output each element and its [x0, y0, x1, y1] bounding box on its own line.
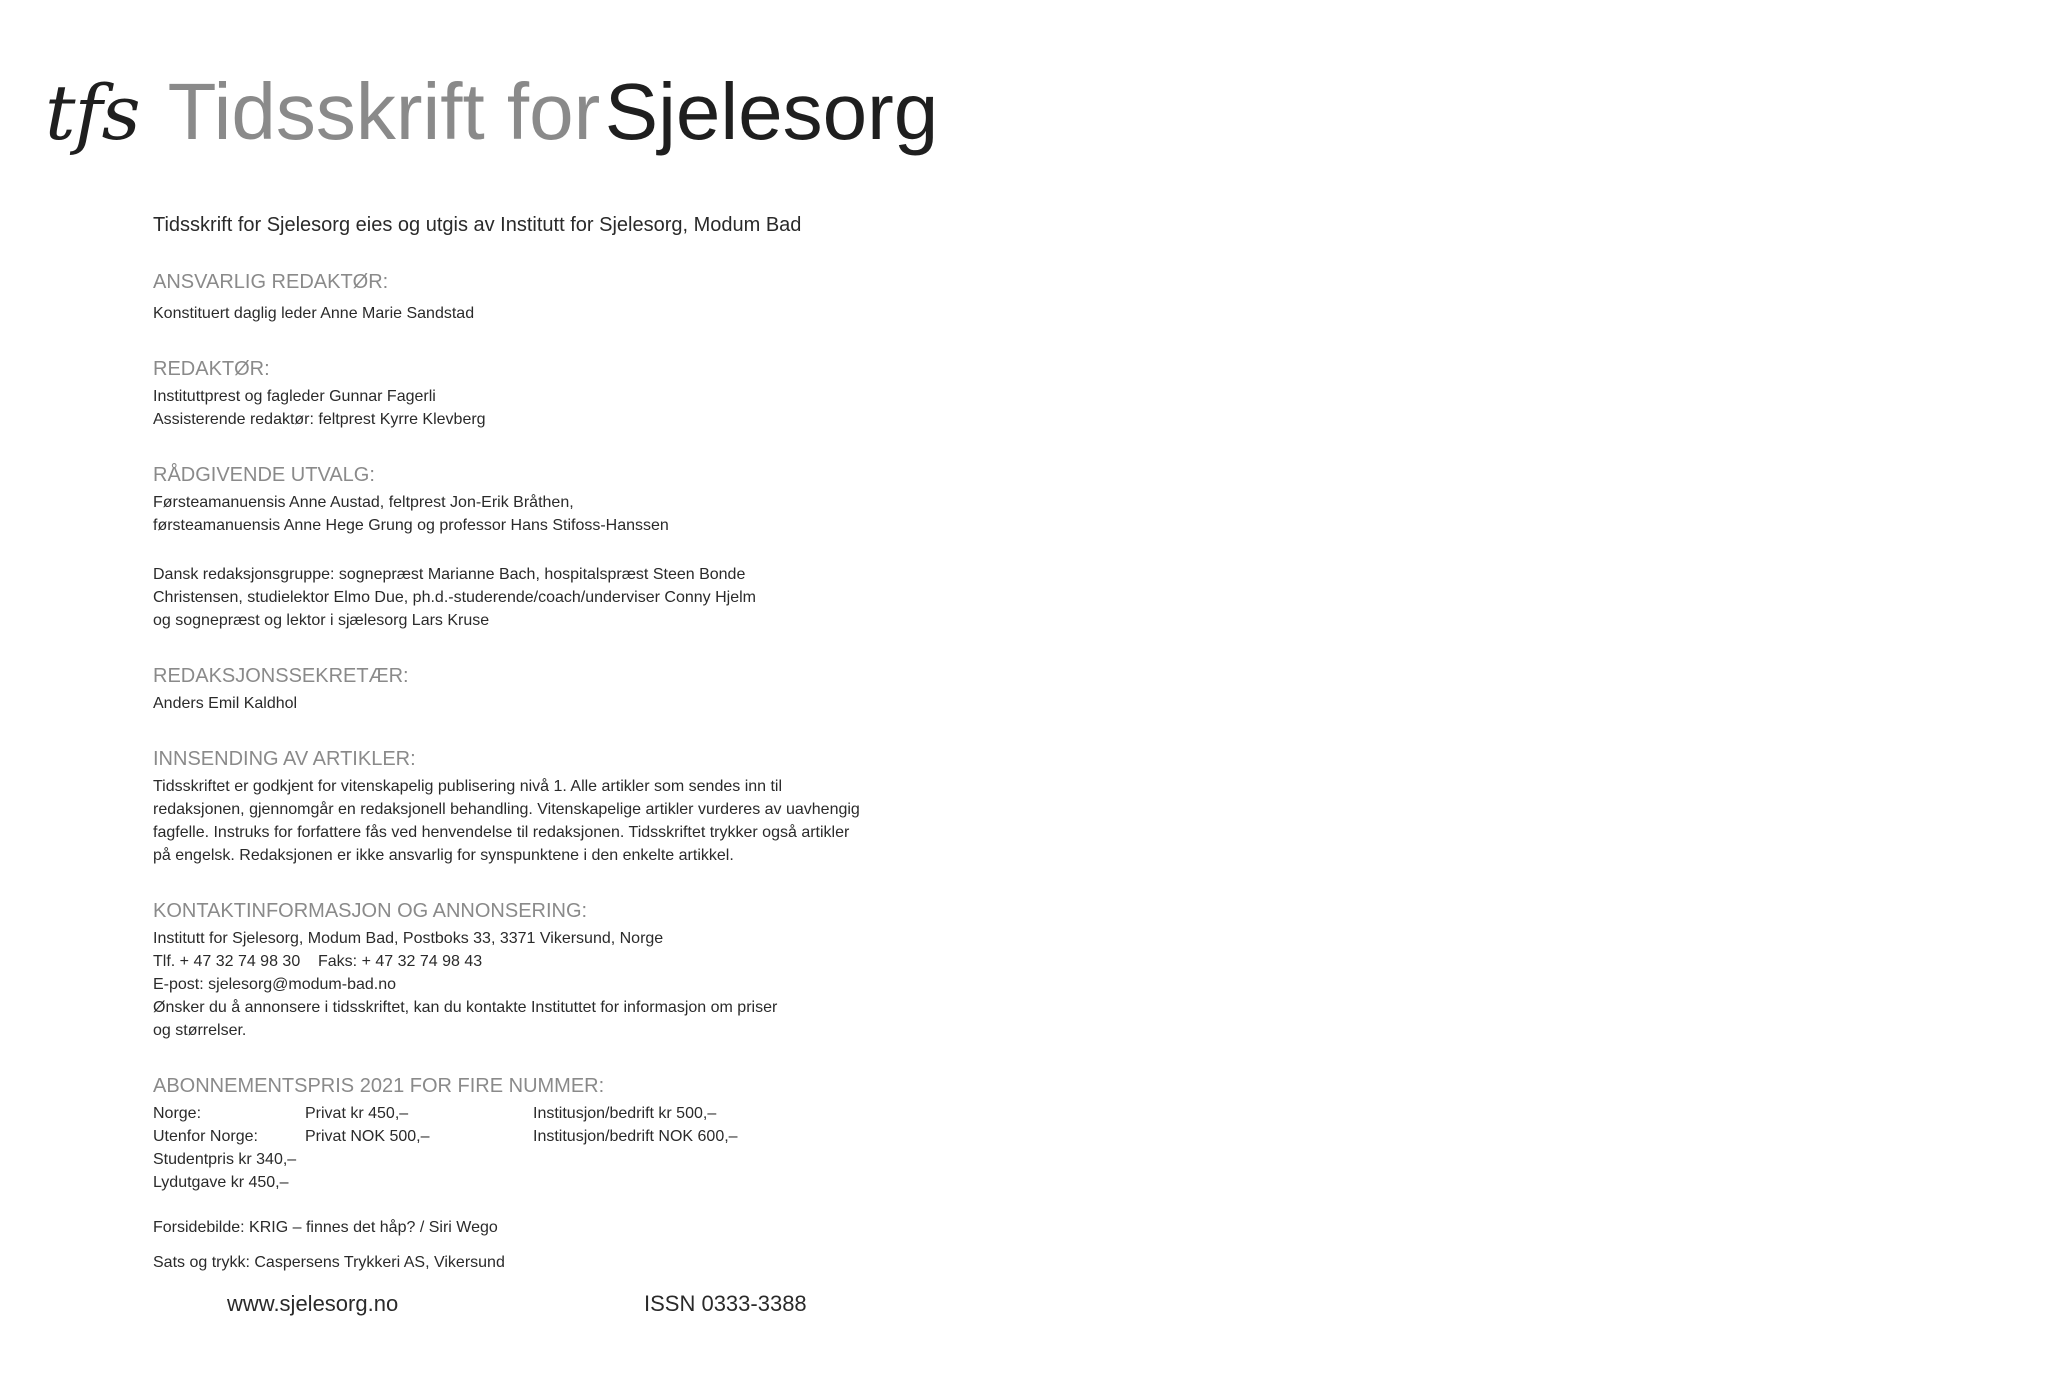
section-line: Anders Emil Kaldhol — [153, 695, 298, 712]
section-ansvarlig-redaktor — [153, 270, 933, 325]
section-heading: ABONNEMENTSPRIS 2021 FOR FIRE NUMMER: — [153, 1075, 605, 1097]
price-institution: Institusjon/bedrift kr 500,– — [533, 1105, 717, 1122]
section-heading: INNSENDING AV ARTIKLER: — [153, 748, 416, 770]
section-kontakt — [153, 899, 933, 1042]
tfs-logo: tfs — [45, 68, 140, 157]
section-innsending — [153, 747, 933, 867]
masthead-title-part1: Tidsskrift for — [167, 67, 601, 156]
section-dansk-redaksjonsgruppe — [153, 563, 933, 632]
masthead — [45, 67, 939, 157]
section-heading: KONTAKTINFORMASJON OG ANNONSERING: — [153, 900, 588, 922]
table-row — [153, 1102, 738, 1125]
section-line: Ønsker du å annonsere i tidsskriftet, kan du kontakte Instituttet for informasjon om priser — [153, 999, 778, 1016]
price-region: Norge: — [153, 1105, 202, 1122]
section-redaktor — [153, 357, 933, 431]
section-line: på engelsk. Redaksjonen er ikke ansvarlig for synspunktene i den enkelte artikkel. — [153, 847, 734, 864]
cover-credit: Forsidebilde: KRIG – finnes det håp? / Siri Wego — [153, 1219, 498, 1236]
section-line: fagfelle. Instruks for forfattere fås ved henvendelse til redaksjonen. Tidsskriftet trykker også artikler — [153, 824, 850, 841]
price-audio: Lydutgave kr 450,– — [153, 1174, 289, 1191]
section-line: og sognepræst og lektor i sjælesorg Lars Kruse — [153, 612, 490, 629]
masthead-title-part2: Sjelesorg — [604, 67, 939, 156]
section-line: Konstituert daglig leder Anne Marie Sandstad — [153, 305, 475, 322]
price-table — [153, 1102, 738, 1148]
section-heading: RÅDGIVENDE UTVALG: — [153, 464, 375, 486]
section-heading: REDAKTØR: — [153, 358, 270, 380]
section-line: Christensen, studielektor Elmo Due, ph.d.-studerende/coach/underviser Conny Hjelm — [153, 589, 756, 606]
print-credit: Sats og trykk: Caspersens Trykkeri AS, Vikersund — [153, 1254, 505, 1271]
section-line: og størrelser. — [153, 1022, 247, 1039]
section-radgivende-utvalg — [153, 463, 933, 537]
section-line: Instituttprest og fagleder Gunnar Fagerli — [153, 388, 436, 405]
section-redaksjonssekretaer — [153, 664, 933, 715]
section-line: Tidsskriftet er godkjent for vitenskapelig publisering nivå 1. Alle artikler som sendes inn til — [153, 778, 783, 795]
footer-website-link[interactable]: www.sjelesorg.no — [227, 1291, 399, 1316]
intro-text: Tidsskrift for Sjelesorg eies og utgis av Institutt for Sjelesorg, Modum Bad — [153, 214, 802, 236]
section-line: Førsteamanuensis Anne Austad, feltprest Jon-Erik Bråthen, — [153, 494, 574, 511]
contact-phone-fax: Tlf. + 47 32 74 98 30 Faks: + 47 32 74 98 43 — [153, 953, 483, 970]
section-line: redaksjonen, gjennomgår en redaksjonell behandling. Vitenskapelige artikler vurderes av uavhengig — [153, 801, 860, 818]
contact-email: E-post: sjelesorg@modum-bad.no — [153, 976, 397, 993]
section-line: Assisterende redaktør: feltprest Kyrre Klevberg — [153, 411, 486, 428]
section-abonnement — [153, 1074, 933, 1194]
section-line: førsteamanuensis Anne Hege Grung og professor Hans Stifoss-Hanssen — [153, 517, 669, 534]
section-line: Dansk redaksjonsgruppe: sognepræst Marianne Bach, hospitalspræst Steen Bonde — [153, 566, 746, 583]
colophon-content — [153, 212, 933, 1274]
price-region: Utenfor Norge: — [153, 1128, 258, 1145]
price-institution: Institusjon/bedrift NOK 600,– — [533, 1128, 738, 1145]
section-heading: REDAKSJONSSEKRETÆR: — [153, 665, 409, 687]
price-student: Studentpris kr 340,– — [153, 1151, 297, 1168]
table-row — [153, 1125, 738, 1148]
footer-issn: ISSN 0333-3388 — [644, 1291, 807, 1316]
contact-address: Institutt for Sjelesorg, Modum Bad, Postboks 33, 3371 Vikersund, Norge — [153, 930, 664, 947]
section-heading: ANSVARLIG REDAKTØR: — [153, 271, 389, 293]
price-private: Privat NOK 500,– — [305, 1128, 430, 1145]
price-private: Privat kr 450,– — [305, 1105, 409, 1122]
